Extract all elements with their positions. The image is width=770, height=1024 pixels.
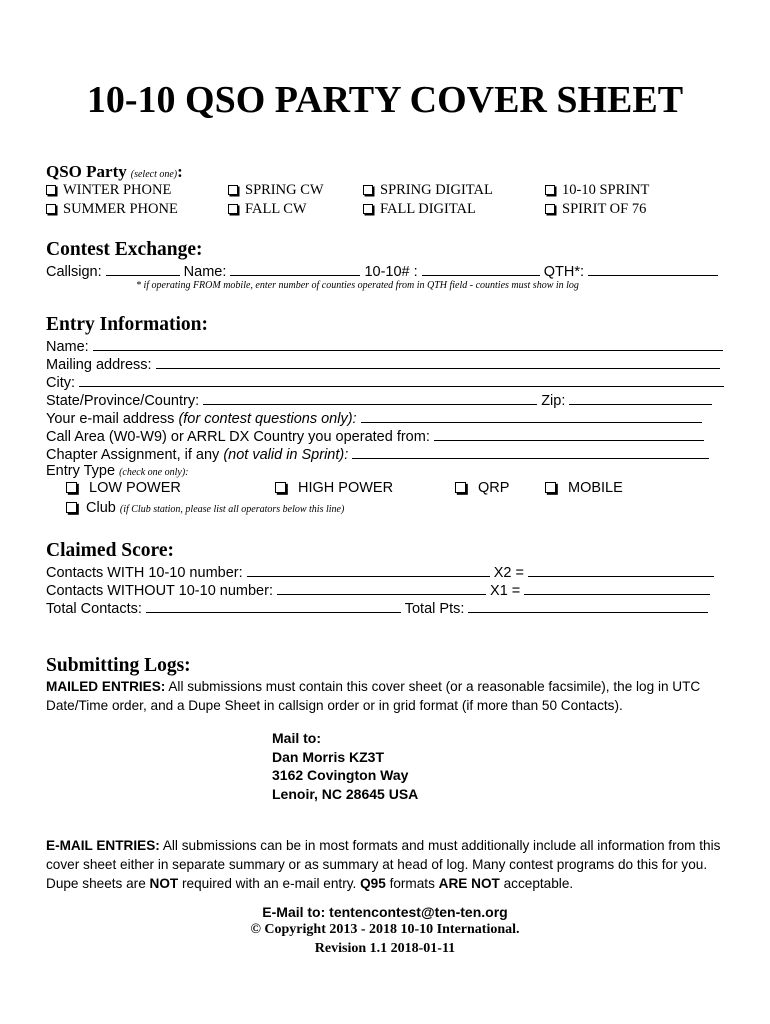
checkbox-icon[interactable] <box>46 204 56 214</box>
checkbox-icon[interactable] <box>275 482 286 493</box>
call-area-field[interactable] <box>434 427 704 441</box>
q95-text: Q95 <box>360 876 386 891</box>
type-label: MOBILE <box>568 480 623 496</box>
mail-to-street: 3162 Covington Way <box>272 767 409 783</box>
checkbox-icon[interactable] <box>228 185 238 195</box>
chapter-label: Chapter Assignment, if any <box>46 447 220 463</box>
mailed-entries-label: MAILED ENTRIES: <box>46 679 166 694</box>
revision-line: Revision 1.1 2018-01-11 <box>314 941 456 956</box>
email-entries-text-2: required with an e-mail entry. <box>182 876 357 891</box>
option-label: 10-10 SPRINT <box>562 182 650 198</box>
contacts-without-field[interactable] <box>277 581 486 595</box>
option-label: FALL DIGITAL <box>380 201 476 217</box>
club-label: Club <box>86 500 116 516</box>
type-label: HIGH POWER <box>298 480 394 496</box>
option-label: SPRING DIGITAL <box>380 182 493 198</box>
mailing-address-field[interactable] <box>156 355 720 369</box>
submitting-logs-heading: Submitting Logs: <box>46 655 191 676</box>
checkbox-icon[interactable] <box>545 482 556 493</box>
name-row <box>46 337 723 356</box>
qso-party-label: QSO Party <box>46 162 127 181</box>
qth-footnote: * if operating FROM mobile, enter number of counties operated from in QTH field - counties must show in log <box>136 280 579 291</box>
total-contacts-field[interactable] <box>146 599 401 613</box>
call-area-label: Call Area (W0-W9) or ARRL DX Country you operated from: <box>46 429 430 445</box>
email-entries-text-1: All submissions can be in most formats and must additionally include all information from this cover sheet either in separate summary or as summary at head of log. Many contest programs do this for you. Dupe sheets are <box>46 838 721 891</box>
option-spring-cw[interactable] <box>228 182 324 199</box>
mail-to-label: Mail to: <box>272 730 321 746</box>
contacts-with-label: Contacts WITH 10-10 number: <box>46 565 243 581</box>
mailing-row <box>46 355 720 374</box>
checkbox-icon[interactable] <box>455 482 466 493</box>
contacts-without-row <box>46 581 710 600</box>
total-pts-field[interactable] <box>468 599 708 613</box>
entry-type-note: (check one only): <box>119 467 189 478</box>
chapter-field[interactable] <box>352 445 709 459</box>
type-label: QRP <box>478 480 510 496</box>
checkbox-icon[interactable] <box>66 502 77 513</box>
exchange-name-field[interactable] <box>230 262 360 276</box>
page-title: 10-10 QSO PARTY COVER SHEET <box>86 79 684 121</box>
claimed-score-heading: Claimed Score: <box>46 540 174 561</box>
zip-label: Zip: <box>541 393 566 409</box>
option-label: SPIRIT OF 76 <box>562 201 647 217</box>
option-winter-phone[interactable] <box>46 182 171 199</box>
option-spring-digital[interactable] <box>363 182 493 199</box>
mail-to-name: Dan Morris KZ3T <box>272 748 385 765</box>
option-fall-cw[interactable] <box>228 201 307 218</box>
colon: : <box>177 162 183 181</box>
contacts-with-row <box>46 563 714 582</box>
name-label: Name: <box>46 339 89 355</box>
state-row <box>46 391 712 410</box>
option-label: FALL CW <box>245 201 307 217</box>
copyright-line: © Copyright 2013 - 2018 10-10 International. <box>250 922 520 937</box>
email-row <box>46 409 702 428</box>
option-summer-phone[interactable] <box>46 201 178 218</box>
mailed-entries-paragraph <box>46 677 736 715</box>
state-field[interactable] <box>203 391 537 405</box>
email-note: (for contest questions only): <box>178 411 357 427</box>
total-pts-label: Total Pts: <box>404 601 465 617</box>
name-label: Name: <box>183 264 227 280</box>
name-field[interactable] <box>93 337 723 351</box>
type-high-power[interactable] <box>275 480 393 496</box>
type-mobile[interactable] <box>545 480 623 496</box>
exchange-row <box>46 262 718 281</box>
chapter-row <box>46 445 709 464</box>
checkbox-icon[interactable] <box>46 185 56 195</box>
mail-to-city: Lenoir, NC 28645 USA <box>272 785 419 802</box>
chapter-note: (not valid in Sprint): <box>223 447 349 463</box>
x1-label: X1 = <box>490 583 521 599</box>
option-fall-digital[interactable] <box>363 201 476 218</box>
state-label: State/Province/Country: <box>46 393 200 409</box>
option-label: SUMMER PHONE <box>63 201 178 217</box>
email-to-line: E-Mail to: tentencontest@ten-ten.org <box>262 904 508 920</box>
total-contacts-label: Total Contacts: <box>46 601 142 617</box>
email-entries-paragraph <box>46 836 736 893</box>
type-club[interactable] <box>66 500 344 516</box>
x2-field[interactable] <box>528 563 714 577</box>
checkbox-icon[interactable] <box>66 482 77 493</box>
entry-information-heading: Entry Information: <box>46 314 208 335</box>
number-label: 10-10# : <box>364 264 418 280</box>
option-label: SPRING CW <box>245 182 324 198</box>
callsign-label: Callsign: <box>46 264 102 280</box>
checkbox-icon[interactable] <box>545 204 555 214</box>
checkbox-icon[interactable] <box>228 204 238 214</box>
qth-field[interactable] <box>588 262 718 276</box>
email-entries-label: E-MAIL ENTRIES: <box>46 838 160 853</box>
type-low-power[interactable] <box>66 480 181 496</box>
option-1010-sprint[interactable] <box>545 182 649 199</box>
email-label: Your e-mail address <box>46 411 175 427</box>
email-entries-text-4: acceptable. <box>503 876 574 891</box>
contacts-without-label: Contacts WITHOUT 10-10 number: <box>46 583 273 599</box>
checkbox-icon[interactable] <box>545 185 555 195</box>
club-note: (if Club station, please list all operators below this line) <box>119 504 345 515</box>
are-not-text: ARE NOT <box>438 876 500 891</box>
contest-exchange-heading: Contest Exchange: <box>46 239 203 260</box>
email-entries-text-3: formats <box>389 876 435 891</box>
callsign-field[interactable] <box>106 262 180 276</box>
option-label: WINTER PHONE <box>63 182 172 198</box>
mailing-label: Mailing address: <box>46 357 152 373</box>
entry-type-row <box>46 463 188 481</box>
city-row <box>46 373 724 392</box>
qth-label: QTH*: <box>543 264 585 280</box>
x2-label: X2 = <box>493 565 524 581</box>
type-label: LOW POWER <box>89 480 181 496</box>
number-field[interactable] <box>422 262 540 276</box>
city-field[interactable] <box>79 373 724 387</box>
select-one-note: (select one) <box>130 169 178 180</box>
mailed-entries-text: All submissions must contain this cover sheet (or a reasonable facsimile), the log in UTC Date/Time order, and a Dupe Sheet in callsign order or in grid format (if more than 50 Contacts). <box>46 679 701 713</box>
totals-row <box>46 599 708 618</box>
city-label: City: <box>46 375 75 391</box>
entry-type-label: Entry Type <box>46 463 116 479</box>
option-spirit-of-76[interactable] <box>545 201 646 218</box>
not-text: NOT <box>149 876 179 891</box>
email-field[interactable] <box>361 409 702 423</box>
checkbox-icon[interactable] <box>363 185 373 195</box>
type-qrp[interactable] <box>455 480 509 496</box>
checkbox-icon[interactable] <box>363 204 373 214</box>
qso-party-heading <box>46 162 183 182</box>
zip-field[interactable] <box>569 391 712 405</box>
mail-to-block <box>272 729 418 803</box>
x1-field[interactable] <box>524 581 710 595</box>
call-area-row <box>46 427 704 446</box>
contacts-with-field[interactable] <box>247 563 490 577</box>
